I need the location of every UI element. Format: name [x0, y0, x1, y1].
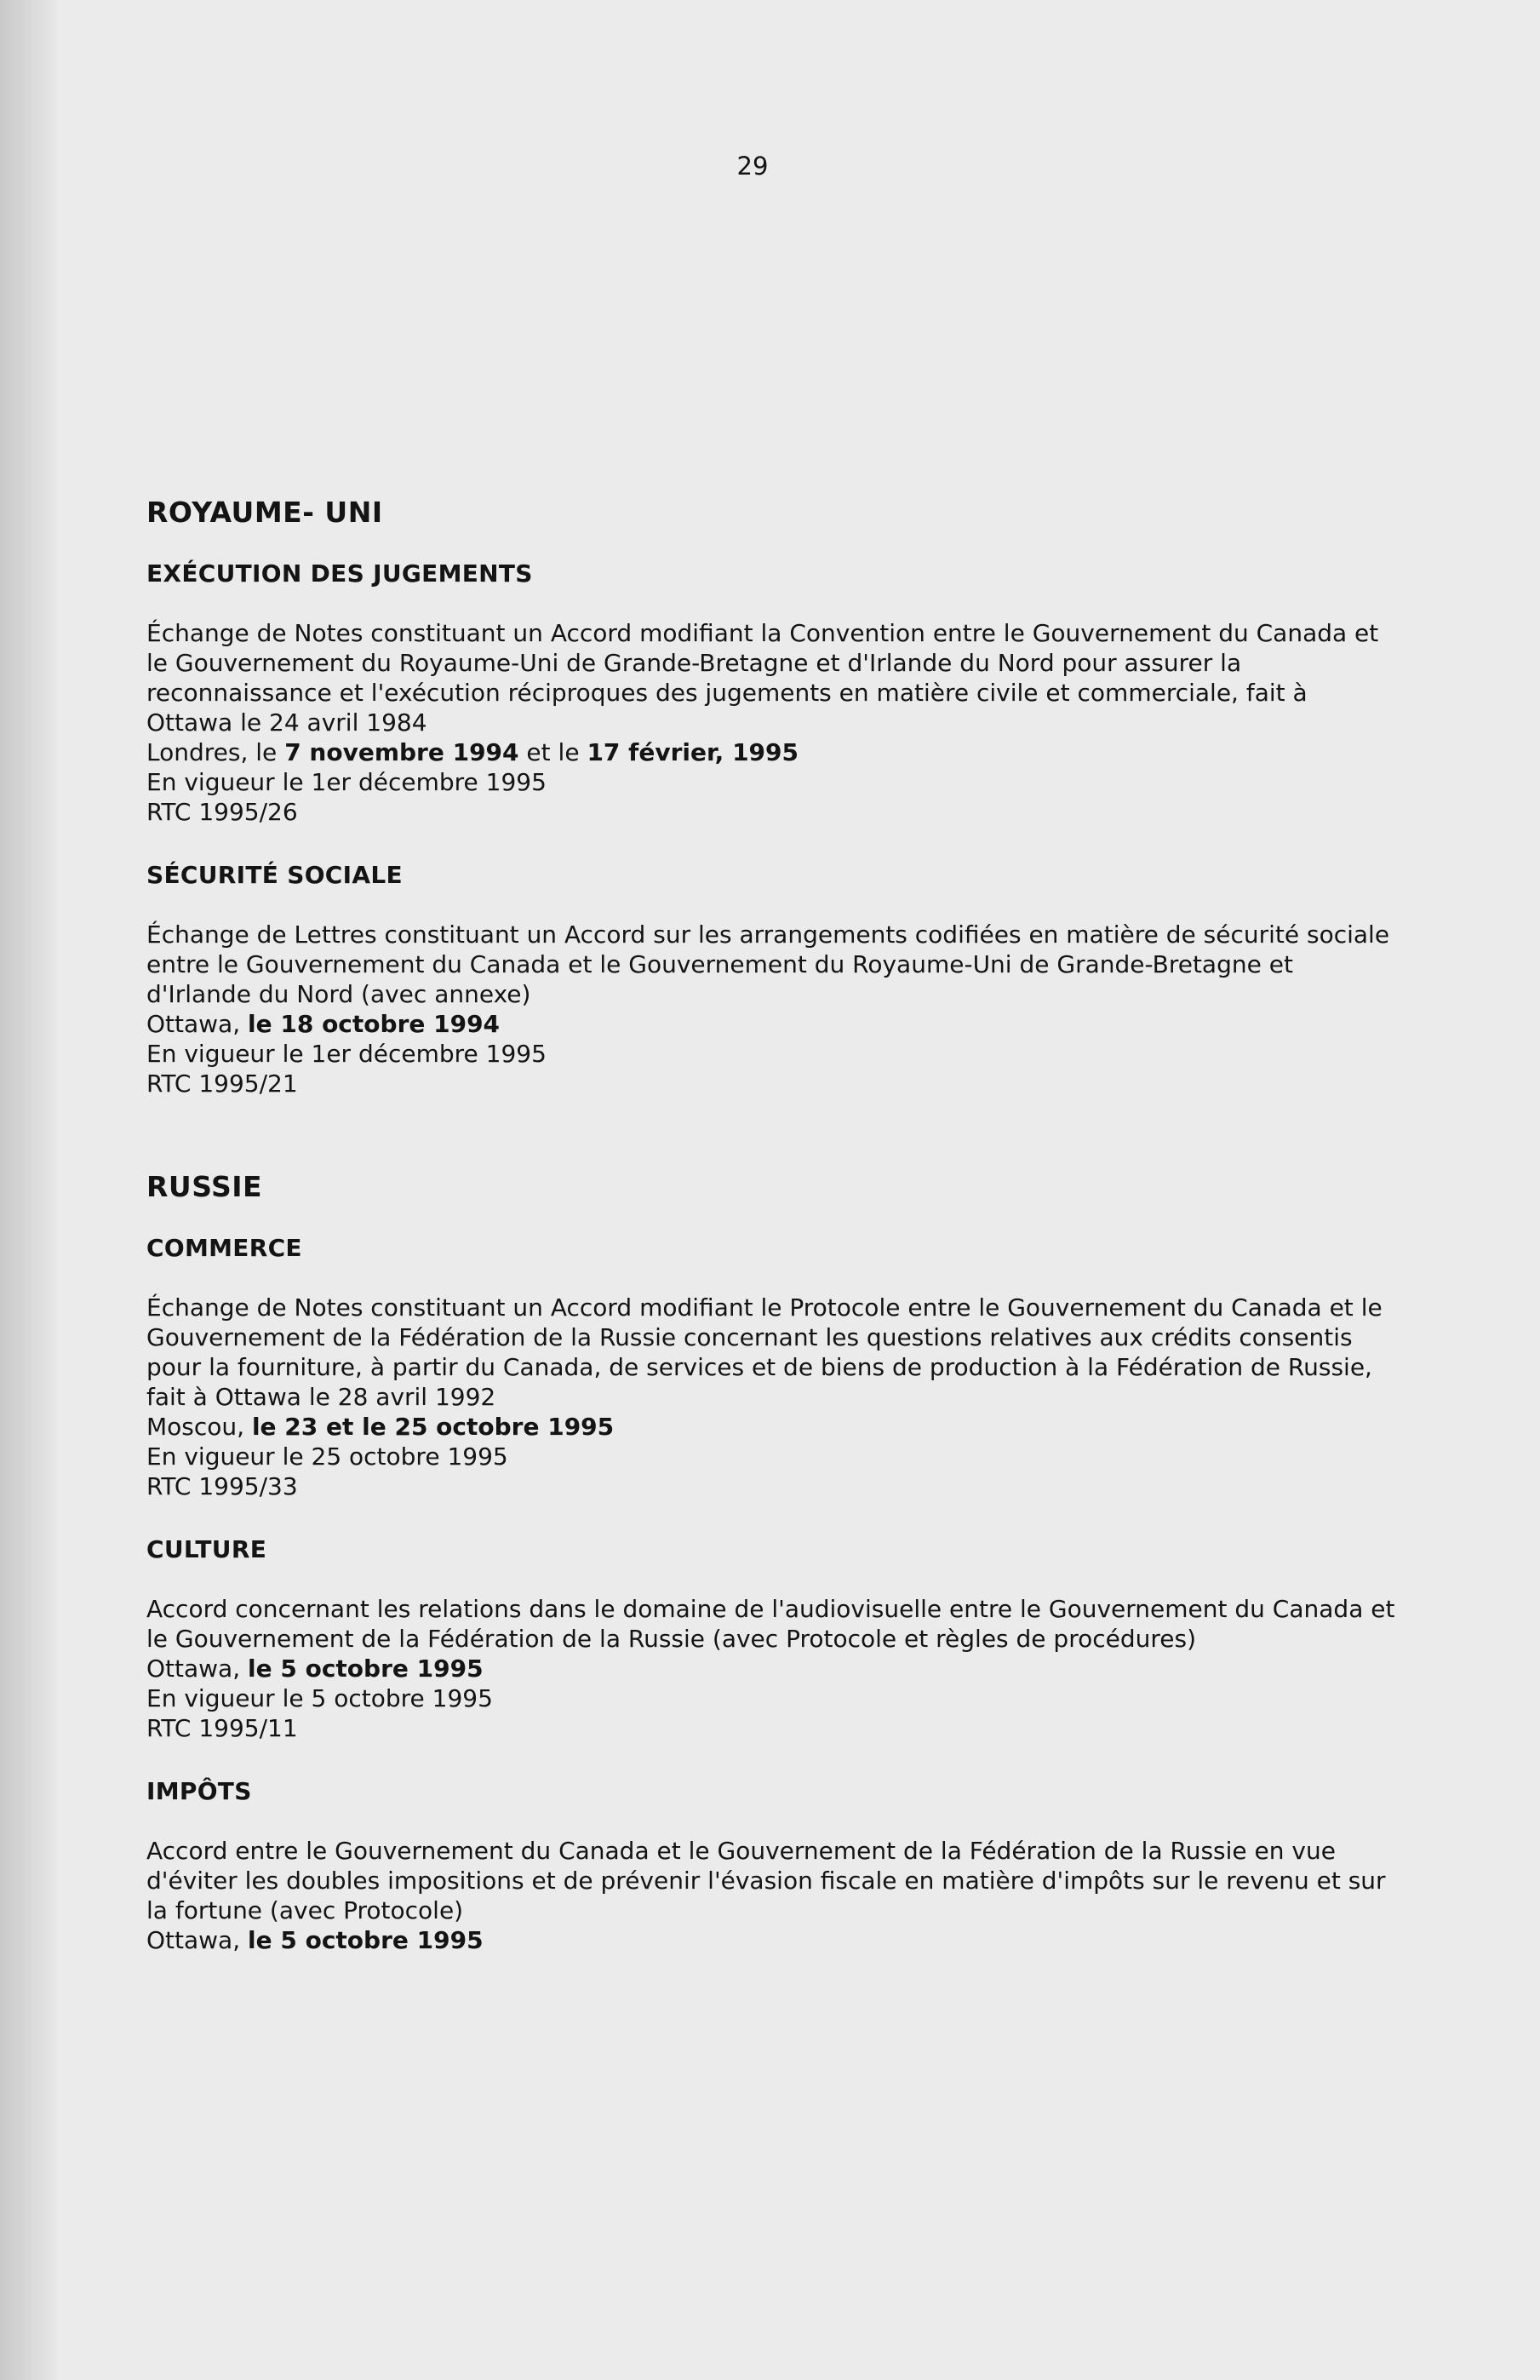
- treaty-in-force: En vigueur le 1er décembre 1995: [146, 1040, 547, 1068]
- signed-place: Ottawa,: [146, 1655, 249, 1683]
- section-title: SÉCURITÉ SOCIALE: [146, 861, 403, 889]
- treaty-entry: [146, 1594, 1398, 1743]
- signed-place: Ottawa,: [146, 1926, 249, 1954]
- treaty-in-force: En vigueur le 1er décembre 1995: [146, 768, 547, 796]
- treaty-description: Échange de Lettres constituant un Accord sur les arrangements codifiées en matière de sécurité sociale entre le Gouvernement du Canada et le Gouvernement du Royaume-Uni de Grande-Bretagne et d'Irlande du Nord (avec annexe): [146, 920, 1390, 1008]
- treaty-description: Échange de Notes constituant un Accord modifiant le Protocole entre le Gouvernement du Canada et le Gouvernement de la Fédération de la Russie concernant les questions relatives aux crédits consentis pour la fourniture, à partir du Canada, de services et de biens de production à la Fédération de Russie, fait à Ottawa le 28 avril 1992: [146, 1293, 1383, 1411]
- signed-date: le 18 octobre 1994: [248, 1010, 501, 1038]
- section-impots: [146, 1777, 1398, 1955]
- country-heading-royaume-uni: ROYAUME- UNI: [146, 496, 383, 529]
- treaty-signed: [146, 1412, 1398, 1442]
- treaty-entry: [146, 1836, 1398, 1955]
- treaty-in-force: En vigueur le 25 octobre 1995: [146, 1442, 508, 1471]
- treaty-rtc: RTC 1995/21: [146, 1070, 298, 1098]
- signed-date: le 23 et le 25 octobre 1995: [251, 1413, 615, 1441]
- section-title: IMPÔTS: [146, 1777, 252, 1805]
- treaty-signed: [146, 1925, 1398, 1955]
- treaty-description: Échange de Notes constituant un Accord modifiant la Convention entre le Gouvernement du Canada et le Gouvernement du Royaume-Uni de Grande-Bretagne et d'Irlande du Nord pour assurer la reconnaissance et l'exécution réciproques des jugements en matière civile et commerciale, fait à Ottawa le 24 avril 1984: [146, 619, 1379, 737]
- treaty-in-force: En vigueur le 5 octobre 1995: [146, 1684, 493, 1712]
- signed-place: Ottawa,: [146, 1010, 249, 1038]
- treaty-entry: [146, 1293, 1398, 1501]
- signed-place: Moscou,: [146, 1413, 252, 1441]
- signed-date: le 5 octobre 1995: [248, 1655, 484, 1683]
- section-commerce: [146, 1234, 1398, 1501]
- signed-place: Londres, le: [146, 738, 285, 766]
- signed-date: 17 février, 1995: [587, 738, 799, 766]
- treaty-signed: [146, 1654, 1398, 1683]
- treaty-listing: [146, 496, 1398, 1989]
- treaty-entry: [146, 618, 1398, 827]
- treaty-rtc: RTC 1995/33: [146, 1472, 298, 1500]
- signed-connector: et le: [518, 738, 587, 766]
- country-heading-russie: RUSSIE: [146, 1170, 263, 1203]
- treaty-description: Accord entre le Gouvernement du Canada et le Gouvernement de la Fédération de la Russie en vue d'éviter les doubles impositions et de prévenir l'évasion fiscale en matière d'impôts sur le revenu et sur la fortune (avec Protocole): [146, 1837, 1386, 1924]
- page-number: 29: [736, 152, 769, 181]
- treaty-rtc: RTC 1995/26: [146, 798, 298, 826]
- signed-date: 7 novembre 1994: [284, 738, 519, 766]
- section-execution-jugements: [146, 559, 1398, 827]
- treaty-entry: [146, 920, 1398, 1098]
- treaty-signed: [146, 737, 1398, 767]
- page-binding-shadow: [0, 0, 60, 2380]
- section-culture: [146, 1535, 1398, 1743]
- section-securite-sociale: [146, 861, 1398, 1098]
- treaty-description: Accord concernant les relations dans le domaine de l'audiovisuelle entre le Gouvernement du Canada et le Gouvernement de la Fédération de la Russie (avec Protocole et règles de procédures): [146, 1595, 1395, 1653]
- section-title: CULTURE: [146, 1535, 267, 1563]
- treaty-signed: [146, 1009, 1398, 1039]
- section-title: COMMERCE: [146, 1234, 302, 1262]
- treaty-rtc: RTC 1995/11: [146, 1714, 298, 1742]
- section-title: EXÉCUTION DES JUGEMENTS: [146, 559, 533, 588]
- signed-date: le 5 octobre 1995: [248, 1926, 484, 1954]
